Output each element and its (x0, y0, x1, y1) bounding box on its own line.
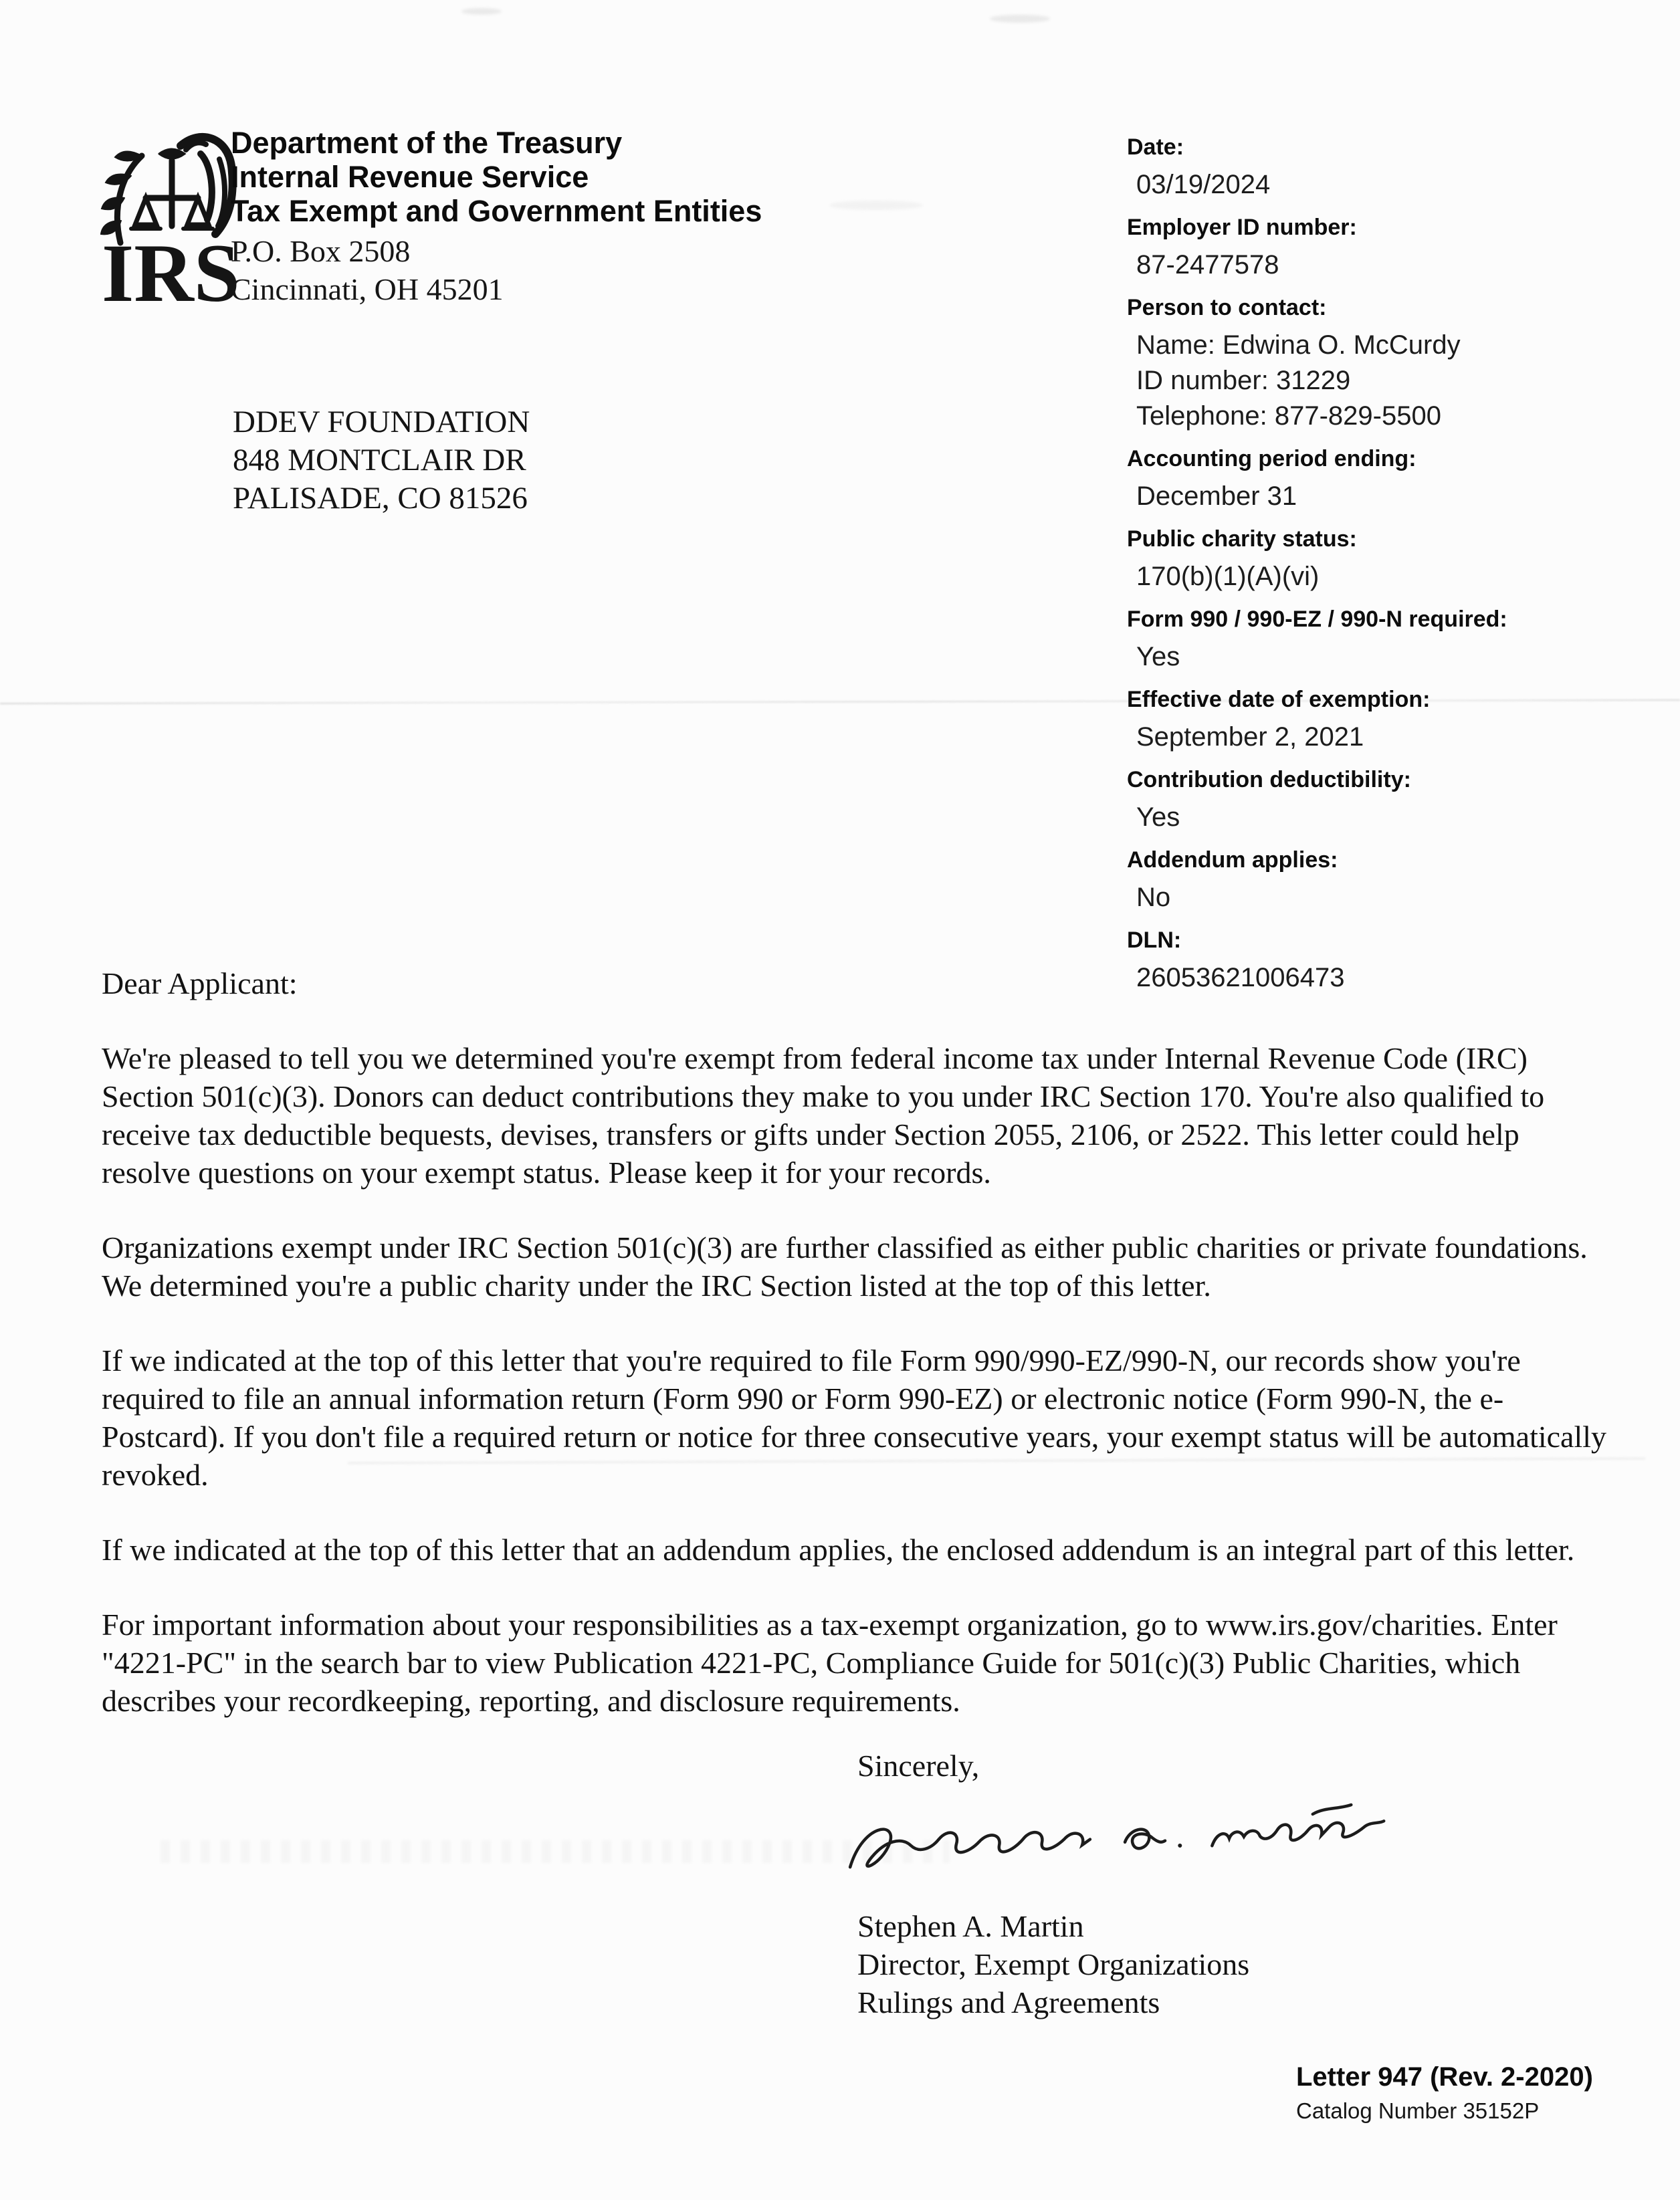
letter-footer (1296, 2062, 1593, 2124)
irs-logo-icon (100, 119, 244, 316)
info-value: 26053621006473 (1136, 963, 1345, 992)
salutation: Dear Applicant: (102, 966, 298, 1000)
info-value: 03/19/2024 (1136, 170, 1271, 199)
info-label: DLN: (1127, 927, 1182, 953)
info-label: Date: (1127, 134, 1184, 160)
info-label: Contribution deductibility: (1127, 767, 1411, 792)
recipient-address (233, 403, 530, 518)
signer-title: Director, Exempt Organizations (857, 1947, 1250, 1981)
info-value: 87-2477578 (1136, 250, 1279, 280)
letterhead-line: Tax Exempt and Government Entities (231, 194, 762, 228)
letterhead-line: Department of the Treasury (231, 126, 623, 160)
info-field-date (1127, 134, 1649, 203)
info-label: Form 990 / 990-EZ / 990-N required: (1127, 607, 1507, 632)
scan-speck (990, 15, 1050, 23)
info-field-accounting-period (1127, 445, 1649, 514)
letterhead (231, 126, 1033, 308)
body-paragraph: If we indicated at the top of this letter that an addendum applies, the enclosed addendum is an integral part of this letter. (102, 1533, 1575, 1567)
recipient-line: DDEV FOUNDATION (233, 405, 530, 439)
scan-speck (461, 8, 502, 15)
scan-ghost-smudge (161, 1840, 950, 1863)
info-value: Telephone: 877-829-5500 (1136, 401, 1441, 431)
info-value: No (1136, 883, 1171, 912)
signer-title: Rulings and Agreements (857, 1985, 1160, 2019)
letter-info-column (1127, 134, 1649, 1007)
catalog-number: Catalog Number 35152P (1296, 2098, 1540, 2123)
info-label: Effective date of exemption: (1127, 687, 1431, 712)
info-field-deductibility (1127, 766, 1649, 835)
letterhead-city: Cincinnati, OH 45201 (231, 272, 504, 306)
letter-body (102, 964, 1610, 1757)
info-label: Addendum applies: (1127, 847, 1338, 873)
info-value: Name: Edwina O. McCurdy (1136, 330, 1461, 360)
letterhead-line: Internal Revenue Service (231, 160, 589, 194)
handwritten-signature (836, 1784, 1407, 1898)
irs-logo-text: IRS (102, 227, 240, 316)
info-field-contact (1127, 294, 1649, 434)
info-field-addendum (1127, 847, 1649, 915)
recipient-line: 848 MONTCLAIR DR (233, 443, 526, 477)
recipient-line: PALISADE, CO 81526 (233, 481, 528, 516)
letterhead-po-box: P.O. Box 2508 (231, 234, 411, 268)
info-field-charity-status (1127, 526, 1649, 594)
info-label: Employer ID number: (1127, 215, 1357, 240)
info-value: December 31 (1136, 481, 1297, 511)
info-label: Accounting period ending: (1127, 446, 1416, 471)
body-paragraph: For important information about your responsibilities as a tax-exempt organization, go to www.irs.gov/charities. Enter "4221-PC" in the search bar to view Publication 4221-PC, Compliance Guide for 501(c)(3) Public Charities, which describes your recordkeeping, reporting, and disclosure requirements. (102, 1608, 1558, 1718)
info-value: Yes (1136, 642, 1180, 671)
signature-block (857, 1747, 1459, 2021)
body-paragraph: If we indicated at the top of this letter that you're required to file Form 990/990-EZ/990-N, our records show you're required to file an annual information return (Form 990 or Form 990-EZ) or electronic notice (Form 990-N, the e-Postcard). If you don't file a required return or notice for three consecutive years, your exempt status will be automatically revoked. (102, 1343, 1607, 1492)
info-value: ID number: 31229 (1136, 366, 1351, 395)
letter-number: Letter 947 (Rev. 2-2020) (1296, 2062, 1593, 2092)
info-value: 170(b)(1)(A)(vi) (1136, 562, 1320, 591)
info-field-ein (1127, 214, 1649, 283)
info-label: Public charity status: (1127, 526, 1357, 552)
info-value: Yes (1136, 802, 1180, 832)
info-field-form990-required (1127, 606, 1649, 675)
closing: Sincerely, (857, 1749, 980, 1783)
info-field-effective-date (1127, 686, 1649, 755)
info-value: September 2, 2021 (1136, 722, 1364, 752)
signer-name: Stephen A. Martin (857, 1909, 1084, 1943)
body-paragraph: We're pleased to tell you we determined you're exempt from federal income tax under Internal Revenue Code (IRC) Section 501(c)(3). Donors can deduct contributions they make to you under IRC Section 170. You're also qualified to receive tax deductible bequests, devises, transfers or gifts under Section 2055, 2106, or 2522. This letter could help resolve questions on your exempt status. Please keep it for your records. (102, 1041, 1545, 1190)
body-paragraph: Organizations exempt under IRC Section 501(c)(3) are further classified as either public charities or private foundations. We determined you're a public charity under the IRC Section listed at the top of this letter. (102, 1230, 1588, 1303)
info-label: Person to contact: (1127, 295, 1327, 320)
